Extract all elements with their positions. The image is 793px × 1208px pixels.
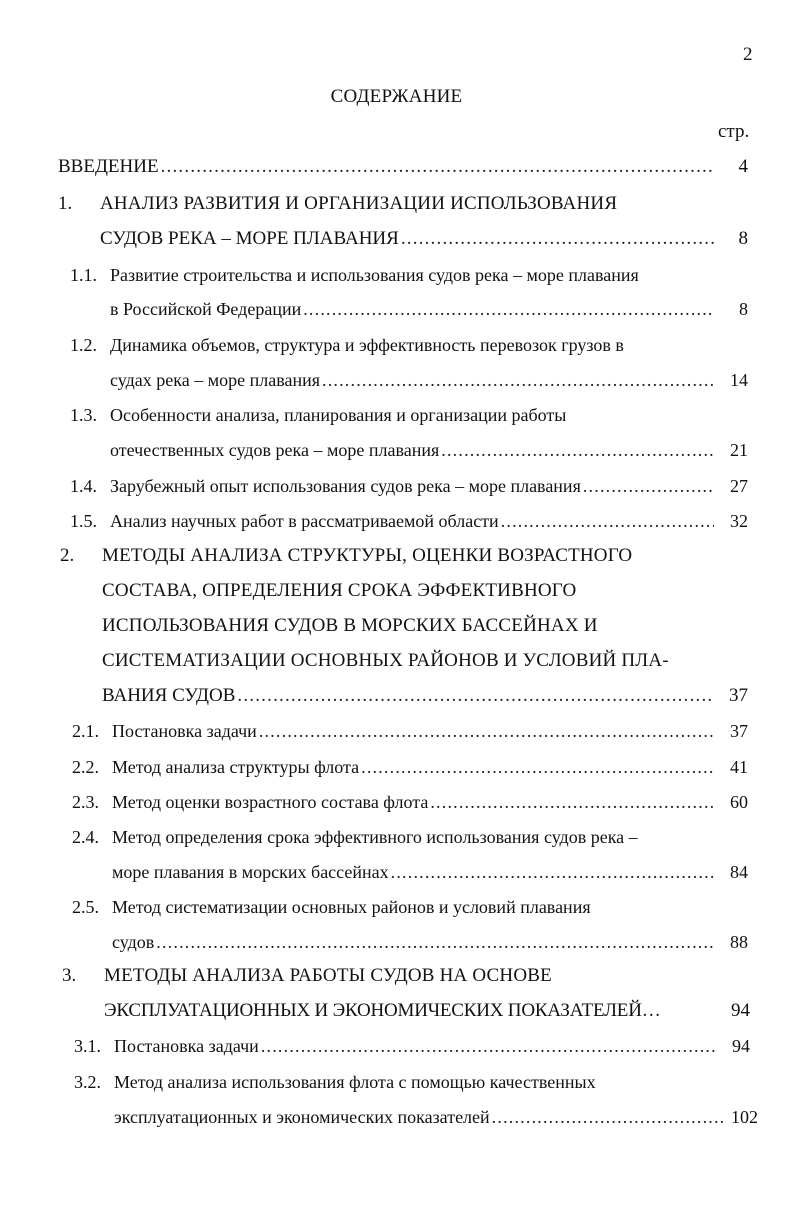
- toc-entry-2-3: [112, 783, 748, 813]
- toc-page-number: 41: [730, 757, 748, 777]
- toc-entry-intro: [58, 148, 748, 178]
- toc-page-number: 27: [730, 476, 748, 496]
- section-title-line: Метод анализа использования флота с помощью качественных: [114, 1072, 596, 1092]
- toc-entry-1-5: [110, 502, 748, 532]
- leader-dots: [237, 685, 714, 707]
- section-number: 1.5.: [70, 511, 97, 531]
- leader-dots: [583, 475, 714, 497]
- toc-page-number: 4: [738, 156, 748, 177]
- toc-page-number: 8: [739, 299, 748, 319]
- toc-entry-1-4: [110, 467, 748, 497]
- section-number: 3.1.: [74, 1036, 101, 1056]
- toc-entry-text: ВАНИЯ СУДОВ: [102, 685, 236, 706]
- chapter-title-line: СИСТЕМАТИЗАЦИИ ОСНОВНЫХ РАЙОНОВ И УСЛОВИЙ ПЛА-: [102, 650, 669, 671]
- toc-entry-text: море плавания в морских бассейнах: [112, 862, 389, 882]
- toc-entry-text: Анализ научных работ в рассматриваемой области: [110, 511, 499, 531]
- toc-page-number: 60: [730, 792, 748, 812]
- leader-dots: [441, 439, 714, 461]
- pages-column-label: стр.: [718, 121, 750, 142]
- chapter-title-line: МЕТОДЫ АНАЛИЗА СТРУКТУРЫ, ОЦЕНКИ ВОЗРАСТНОГО: [102, 545, 633, 566]
- leader-dots: [322, 369, 714, 391]
- leader-dots: [501, 510, 714, 532]
- toc-page-number: 21: [730, 440, 748, 460]
- section-number: 1.3.: [70, 405, 97, 425]
- section-title-line: Динамика объемов, структура и эффективность перевозок грузов в: [110, 335, 624, 355]
- chapter-number: 1.: [58, 193, 73, 214]
- toc-page-number: 94: [731, 1000, 750, 1021]
- toc-entry-chapter-1: [100, 220, 748, 250]
- toc-page-number: 14: [730, 370, 748, 390]
- toc-entry-text: в Российской Федерации: [110, 299, 302, 319]
- toc-entry-text: ВВЕДЕНИЕ: [58, 156, 159, 177]
- page-title: СОДЕРЖАНИЕ: [330, 86, 463, 107]
- toc-entry-text: отечественных судов река – море плавания: [110, 440, 440, 460]
- toc-entry-chapter-2: [102, 677, 748, 707]
- section-title-line: Метод систематизации основных районов и условий плавания: [112, 897, 591, 917]
- leader-dots: [361, 756, 714, 778]
- leader-dots: [391, 861, 714, 883]
- toc-entry-2-2: [112, 748, 748, 778]
- chapter-title-line: СОСТАВА, ОПРЕДЕЛЕНИЯ СРОКА ЭФФЕКТИВНОГО: [102, 580, 577, 601]
- toc-entry-text: судов: [112, 932, 155, 952]
- page-number: 2: [743, 44, 753, 65]
- toc-entry-chapter-3: [104, 992, 750, 1022]
- toc-page-number: 8: [738, 228, 748, 249]
- leader-dots: [401, 228, 714, 250]
- chapter-title-line: МЕТОДЫ АНАЛИЗА РАБОТЫ СУДОВ НА ОСНОВЕ: [104, 965, 552, 986]
- chapter-title-line: ИСПОЛЬЗОВАНИЯ СУДОВ В МОРСКИХ БАССЕЙНАХ И: [102, 615, 598, 636]
- chapter-title-line: АНАЛИЗ РАЗВИТИЯ И ОРГАНИЗАЦИИ ИСПОЛЬЗОВАНИЯ: [100, 193, 618, 214]
- section-title-line: Особенности анализа, планирования и организации работы: [110, 405, 567, 425]
- section-number: 1.1.: [70, 265, 97, 285]
- section-number: 2.1.: [72, 721, 99, 741]
- toc-page-number: 37: [730, 721, 748, 741]
- toc-entry-text: Зарубежный опыт использования судов река – море плавания: [110, 476, 581, 496]
- toc-page-number: 102: [731, 1107, 758, 1127]
- toc-entry-text: эксплуатационных и экономических показателей: [114, 1107, 490, 1127]
- chapter-number: 2.: [60, 545, 75, 566]
- leader-dots: [156, 931, 714, 953]
- leader-dots: [303, 298, 714, 320]
- section-number: 2.5.: [72, 897, 99, 917]
- section-number: 2.4.: [72, 827, 99, 847]
- toc-entry-text: ЭКСПЛУАТАЦИОННЫХ И ЭКОНОМИЧЕСКИХ ПОКАЗАТЕЛЕЙ…: [104, 1000, 661, 1021]
- section-number: 1.4.: [70, 476, 97, 496]
- toc-entry-2-1: [112, 712, 748, 742]
- section-number: 2.3.: [72, 792, 99, 812]
- toc-entry-3-1: [114, 1027, 750, 1057]
- toc-entry-1-1: [110, 290, 748, 320]
- toc-page-number: 88: [730, 932, 748, 952]
- section-number: 2.2.: [72, 757, 99, 777]
- section-number: 1.2.: [70, 335, 97, 355]
- toc-entry-text: судах река – море плавания: [110, 370, 320, 390]
- toc-entry-text: СУДОВ РЕКА – МОРЕ ПЛАВАНИЯ: [100, 228, 399, 249]
- toc-entry-2-5: [112, 923, 748, 953]
- toc-page-number: 32: [730, 511, 748, 531]
- toc-entry-text: Метод анализа структуры флота: [112, 757, 360, 777]
- leader-dots: [259, 720, 714, 742]
- toc-page-number: 37: [729, 685, 748, 706]
- section-title-line: Метод определения срока эффективного использования судов река –: [112, 827, 638, 847]
- leader-dots: [161, 156, 714, 178]
- leader-dots: [430, 791, 714, 813]
- toc-entry-1-3: [110, 431, 748, 461]
- toc-entry-text: Постановка задачи: [114, 1036, 259, 1056]
- leader-dots: [492, 1106, 724, 1128]
- toc-page-number: 84: [730, 862, 748, 882]
- toc-entry-2-4: [112, 853, 748, 883]
- section-title-line: Развитие строительства и использования судов река – море плавания: [110, 265, 639, 285]
- toc-entry-text: Постановка задачи: [112, 721, 257, 741]
- toc-page-number: 94: [732, 1036, 750, 1056]
- toc-entry-text: Метод оценки возрастного состава флота: [112, 792, 429, 812]
- chapter-number: 3.: [62, 965, 77, 986]
- section-number: 3.2.: [74, 1072, 101, 1092]
- leader-dots: [261, 1035, 716, 1057]
- toc-entry-1-2: [110, 361, 748, 391]
- toc-entry-3-2: [114, 1098, 758, 1128]
